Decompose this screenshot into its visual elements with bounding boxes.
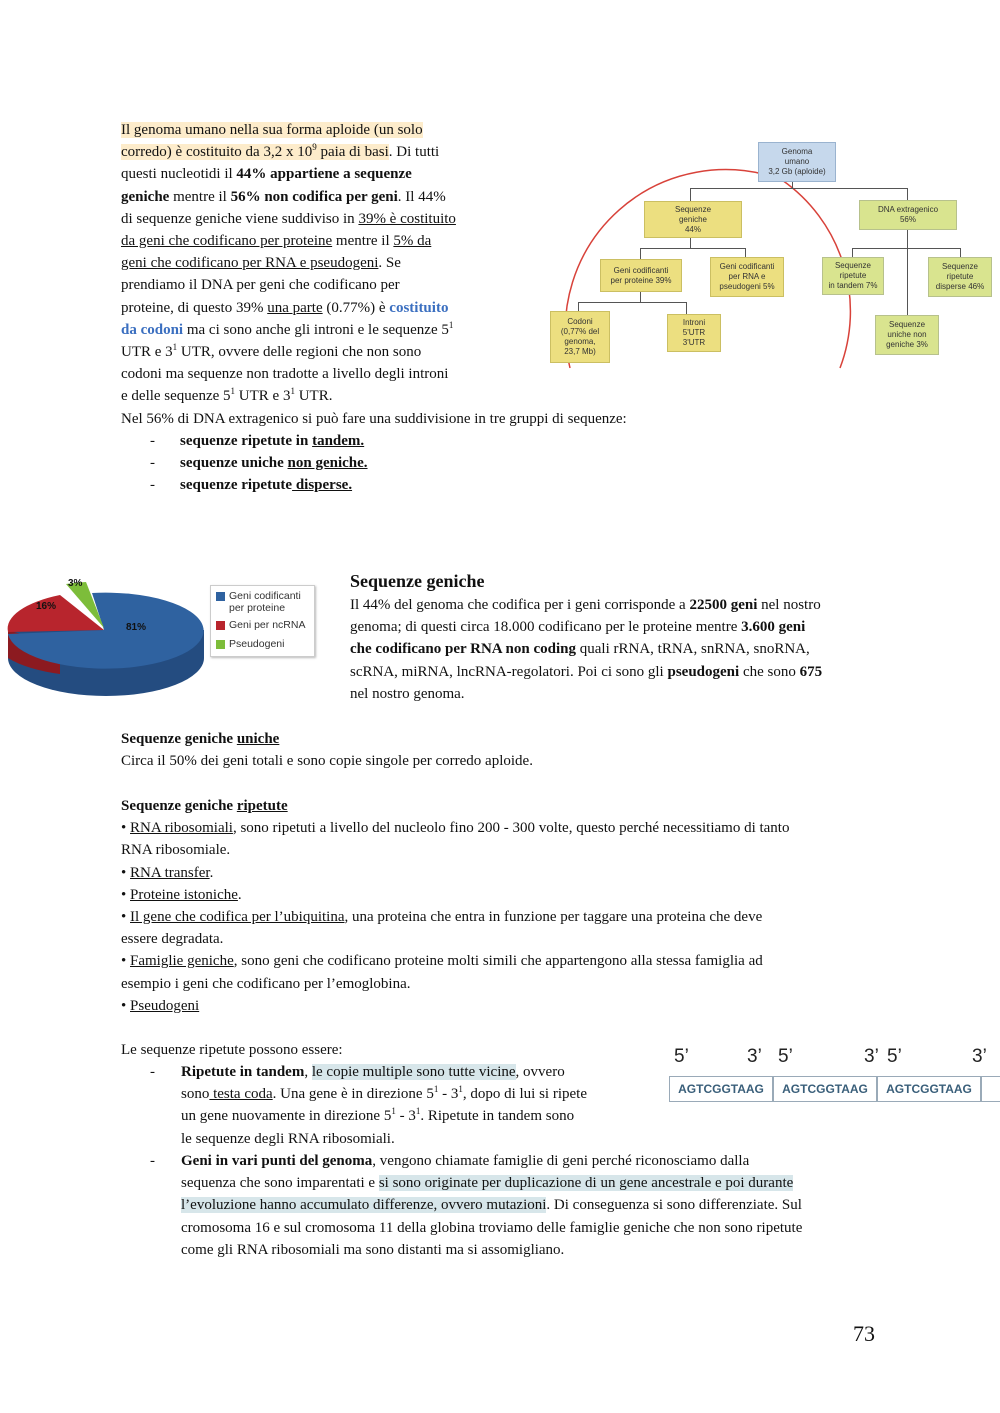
bold: Geni in vari punti del genoma — [181, 1153, 373, 1169]
text: sono — [181, 1086, 210, 1103]
text: come gli RNA ribosomiali ma sono distanti ma si assomigliano. — [181, 1241, 565, 1258]
intro-paragraph — [121, 119, 521, 408]
diagram-rna-box: Geni codificanti per RNA e pseudogeni 5% — [710, 257, 784, 297]
possono-intro: Le sequenze ripetute possono essere: — [121, 1042, 343, 1058]
text: RNA ribosomiale. — [121, 842, 231, 859]
text: un gene nuovamente in direzione 5 — [181, 1108, 392, 1125]
list-item: - sequenze ripetute disperse. — [150, 477, 353, 493]
text: genoma; di questi circa 18.000 codificano per le proteine mentre — [350, 619, 742, 636]
item-underline: Famiglie geniche — [130, 953, 234, 970]
text: le sequenze degli RNA ribosomiali. — [181, 1130, 395, 1147]
section-title: Sequenze geniche — [350, 571, 485, 591]
genome-diagram — [530, 130, 1000, 380]
underline: testa coda — [209, 1086, 273, 1103]
text: nel nostro genoma. — [350, 685, 465, 702]
list-item: - sequenze ripetute in tandem. — [150, 433, 365, 449]
pie-label-16: 16% — [36, 601, 57, 612]
prime-3: 3’ — [972, 1046, 987, 1067]
sequence-block-partial — [981, 1076, 1000, 1102]
diagram-codoni-box: Codoni (0,77% del genoma, 23,7 Mb) — [550, 311, 610, 363]
intro-line: UTR, ovvere delle regioni che non sono — [177, 344, 422, 361]
intro-line: corredo) è costituito da 3,2 x 10 — [121, 144, 313, 161]
intro-blue: costituito — [389, 299, 449, 316]
intro-line: UTR e 3 — [121, 344, 173, 361]
intro-underline: 5% da — [393, 233, 432, 250]
intro-line: questi nucleotidi il — [121, 166, 237, 183]
bullet: • — [121, 864, 127, 881]
list-item: - sequenze uniche non geniche. — [150, 455, 368, 471]
item-underline: RNA ribosomiali — [130, 820, 233, 837]
highlight: l’evoluzione hanno accumulato differenze, ovvero mutazioni — [181, 1197, 547, 1214]
text: . — [237, 886, 242, 903]
intro-line: . Di tutti — [388, 144, 440, 161]
subheading-underline: ripetute — [236, 798, 288, 814]
intro-underline: da geni che codificano per proteine — [121, 233, 333, 250]
text: . — [209, 864, 214, 881]
sequence-block: AGTCGGTAAG — [877, 1076, 981, 1102]
list-item-tandem — [150, 1061, 587, 1150]
superscript: 1 — [391, 1106, 396, 1117]
intro-line: ma ci sono anche gli introni e le sequenze 5 — [183, 321, 449, 338]
subheading: Sequenze geniche — [121, 798, 237, 814]
superscript: 1 — [433, 1084, 439, 1095]
intro-line: (0.77%) è — [322, 299, 390, 316]
superscript: 1 — [230, 386, 236, 397]
list-item-text: sequenze ripetute in — [180, 433, 313, 449]
intro-line: Il genoma umano nella sua forma aploide (un solo — [121, 122, 423, 138]
subheading: Sequenze geniche — [121, 731, 237, 747]
list-item-text: sequenze ripetute — [180, 477, 293, 493]
item-underline: Proteine istoniche — [130, 886, 238, 903]
intro-bold: geniche — [121, 188, 170, 205]
sequence-block: AGTCGGTAAG — [773, 1076, 877, 1102]
text: , — [304, 1064, 312, 1080]
item-underline: RNA transfer — [130, 864, 210, 881]
bullet: • — [121, 997, 127, 1014]
bullet: • — [121, 909, 127, 926]
seq-geniche-paragraph — [350, 594, 910, 705]
text: - 3 — [395, 1108, 416, 1125]
intro-line: UTR e 3 — [235, 388, 291, 405]
bold: pseudogeni — [667, 663, 740, 680]
legend-proteine: Geni codificanti per proteine — [229, 590, 301, 614]
intro-underline: geni che codificano per RNA e pseudogeni — [121, 255, 379, 272]
bullet: • — [121, 820, 127, 837]
text: sequenza che sono imparentati e — [181, 1175, 379, 1192]
text: . Ripetute in tandem sono — [420, 1108, 575, 1125]
ripetute-section — [121, 795, 789, 1017]
pie-label-81: 81% — [126, 622, 147, 633]
superscript: 1 — [415, 1106, 421, 1117]
intro-line: . Il 44% — [397, 188, 446, 205]
text: cromosoma 16 e sul cromosoma 11 della globina troviamo delle famiglie geniche che non sono ripetute — [181, 1219, 803, 1236]
highlight: si sono originate per duplicazione di un gene ancestrale e poi durante — [378, 1175, 794, 1192]
sequence-block: AGTCGGTAAG — [669, 1076, 773, 1102]
superscript: 9 — [312, 142, 317, 153]
text: Il 44% del genoma che codifica per i geni corrisponde a — [350, 597, 690, 613]
prime-5: 5’ — [674, 1046, 689, 1067]
bold: 3.600 geni — [741, 619, 806, 636]
superscript: 1 — [172, 342, 178, 353]
superscript: 1 — [458, 1084, 463, 1095]
dash: - — [150, 1153, 155, 1169]
list-item-famiglie — [150, 1150, 802, 1261]
bold: Ripetute in tandem — [181, 1064, 305, 1080]
legend-pseudogeni: Pseudogeni — [229, 638, 285, 650]
diagram-proteine-box: Geni codificanti per proteine 39% — [600, 259, 682, 292]
intro-line: di sequenze geniche viene suddiviso in — [121, 210, 359, 227]
item-underline: Il gene che codifica per l’ubiquitina — [130, 909, 345, 926]
intro-bold: 44% appartiene a sequenze — [236, 166, 412, 183]
text: , vengono chiamate famiglie di geni perché riconosciamo dalla — [372, 1153, 750, 1169]
subheading-underline: uniche — [236, 731, 280, 747]
text: , sono ripetuti a livello del nucleolo fino 200 - 300 volte, questo perché necessitiamo di tanto — [232, 820, 790, 837]
intro-line: Nel 56% di DNA extragenico si può fare una suddivisione in tre gruppi di sequenze: — [121, 411, 627, 427]
diagram-tandem-box: Sequenze ripetute in tandem 7% — [822, 257, 884, 295]
text: . Di conseguenza si sono differenziate. Sul — [546, 1197, 802, 1214]
bullet: • — [121, 886, 127, 903]
text: , ovvero — [515, 1064, 565, 1080]
text: che sono — [739, 663, 800, 680]
intro-line: paia di basi — [316, 144, 389, 161]
bullet: • — [121, 953, 127, 970]
prime-3: 3’ — [864, 1046, 879, 1067]
diagram-genome-box: Genoma umano 3,2 Gb (aploide) — [758, 142, 836, 182]
uniche-section — [121, 728, 533, 772]
pie-graphic — [0, 570, 210, 700]
text: . Una gene è in direzione 5 — [272, 1086, 434, 1103]
intro-line: prendiamo il DNA per geni che codificano per — [121, 277, 400, 294]
text: esempio i geni che codificano per l’emoglobina. — [121, 975, 411, 992]
prime-5: 5’ — [778, 1046, 793, 1067]
pie-legend — [210, 585, 315, 657]
diagram-extragenico-box: DNA extragenico 56% — [859, 200, 957, 230]
intro-line: codoni ma sequenze non tradotte a livello degli introni — [121, 366, 449, 383]
text: , dopo di lui si ripete — [462, 1086, 587, 1103]
list-item-text: sequenze uniche — [180, 455, 288, 471]
intro-line: mentre il — [332, 233, 394, 250]
text: - 3 — [438, 1086, 459, 1103]
intro-underline: 39% è costituito — [358, 210, 456, 227]
diagram-geniche-box: Sequenze geniche 44% — [644, 201, 742, 238]
text: quali rRNA, tRNA, snRNA, snoRNA, — [576, 641, 810, 658]
page-number: 73 — [853, 1321, 875, 1346]
text: , sono geni che codificano proteine molti simili che appartengono alla stessa famiglia ad — [233, 953, 763, 970]
pie-label-3: 3% — [68, 578, 83, 589]
intro-line: . Se — [378, 255, 401, 272]
text: Circa il 50% dei geni totali e sono copie singole per corredo aploide. — [121, 753, 533, 770]
intro-underline: una parte — [267, 299, 323, 316]
intro-blue: da codoni — [121, 321, 184, 338]
pie-chart — [0, 570, 320, 705]
intro-line: UTR. — [294, 388, 333, 405]
legend-ncrna: Geni per ncRNA — [229, 619, 306, 631]
intro-line: proteine, di questo 39% — [121, 299, 268, 316]
superscript: 1 — [448, 319, 454, 330]
dash: - — [150, 1064, 155, 1080]
diagram-uniche-box: Sequenze uniche non geniche 3% — [875, 315, 939, 355]
list-item-underline: disperse. — [292, 477, 353, 493]
text: nel nostro — [757, 597, 821, 613]
item-underline: Pseudogeni — [130, 997, 200, 1014]
prime-3: 3’ — [747, 1046, 762, 1067]
intro-line: mentre il — [169, 188, 231, 205]
text: essere degradata. — [121, 931, 224, 948]
diagram-introni-box: Introni 5'UTR 3'UTR — [667, 314, 721, 352]
diagram-disperse-box: Sequenze ripetute disperse 46% — [928, 257, 992, 297]
superscript: 1 — [290, 386, 295, 397]
list-item-underline: non geniche. — [287, 455, 368, 471]
bold: che codificano per RNA non coding — [350, 641, 576, 658]
text: scRNA, miRNA, lncRNA-regolatori. Poi ci sono gli — [350, 663, 668, 680]
list-item-underline: tandem. — [312, 433, 365, 449]
intro-bold: 56% non codifica per geni — [230, 188, 398, 205]
text: , una proteina che entra in funzione per taggare una proteina che deve — [344, 909, 763, 926]
bold: 675 — [799, 663, 823, 680]
intro-line: e delle sequenze 5 — [121, 388, 231, 405]
highlight: le copie multiple sono tutte vicine — [311, 1064, 516, 1080]
prime-5: 5’ — [887, 1046, 902, 1067]
bold: 22500 geni — [689, 597, 758, 613]
